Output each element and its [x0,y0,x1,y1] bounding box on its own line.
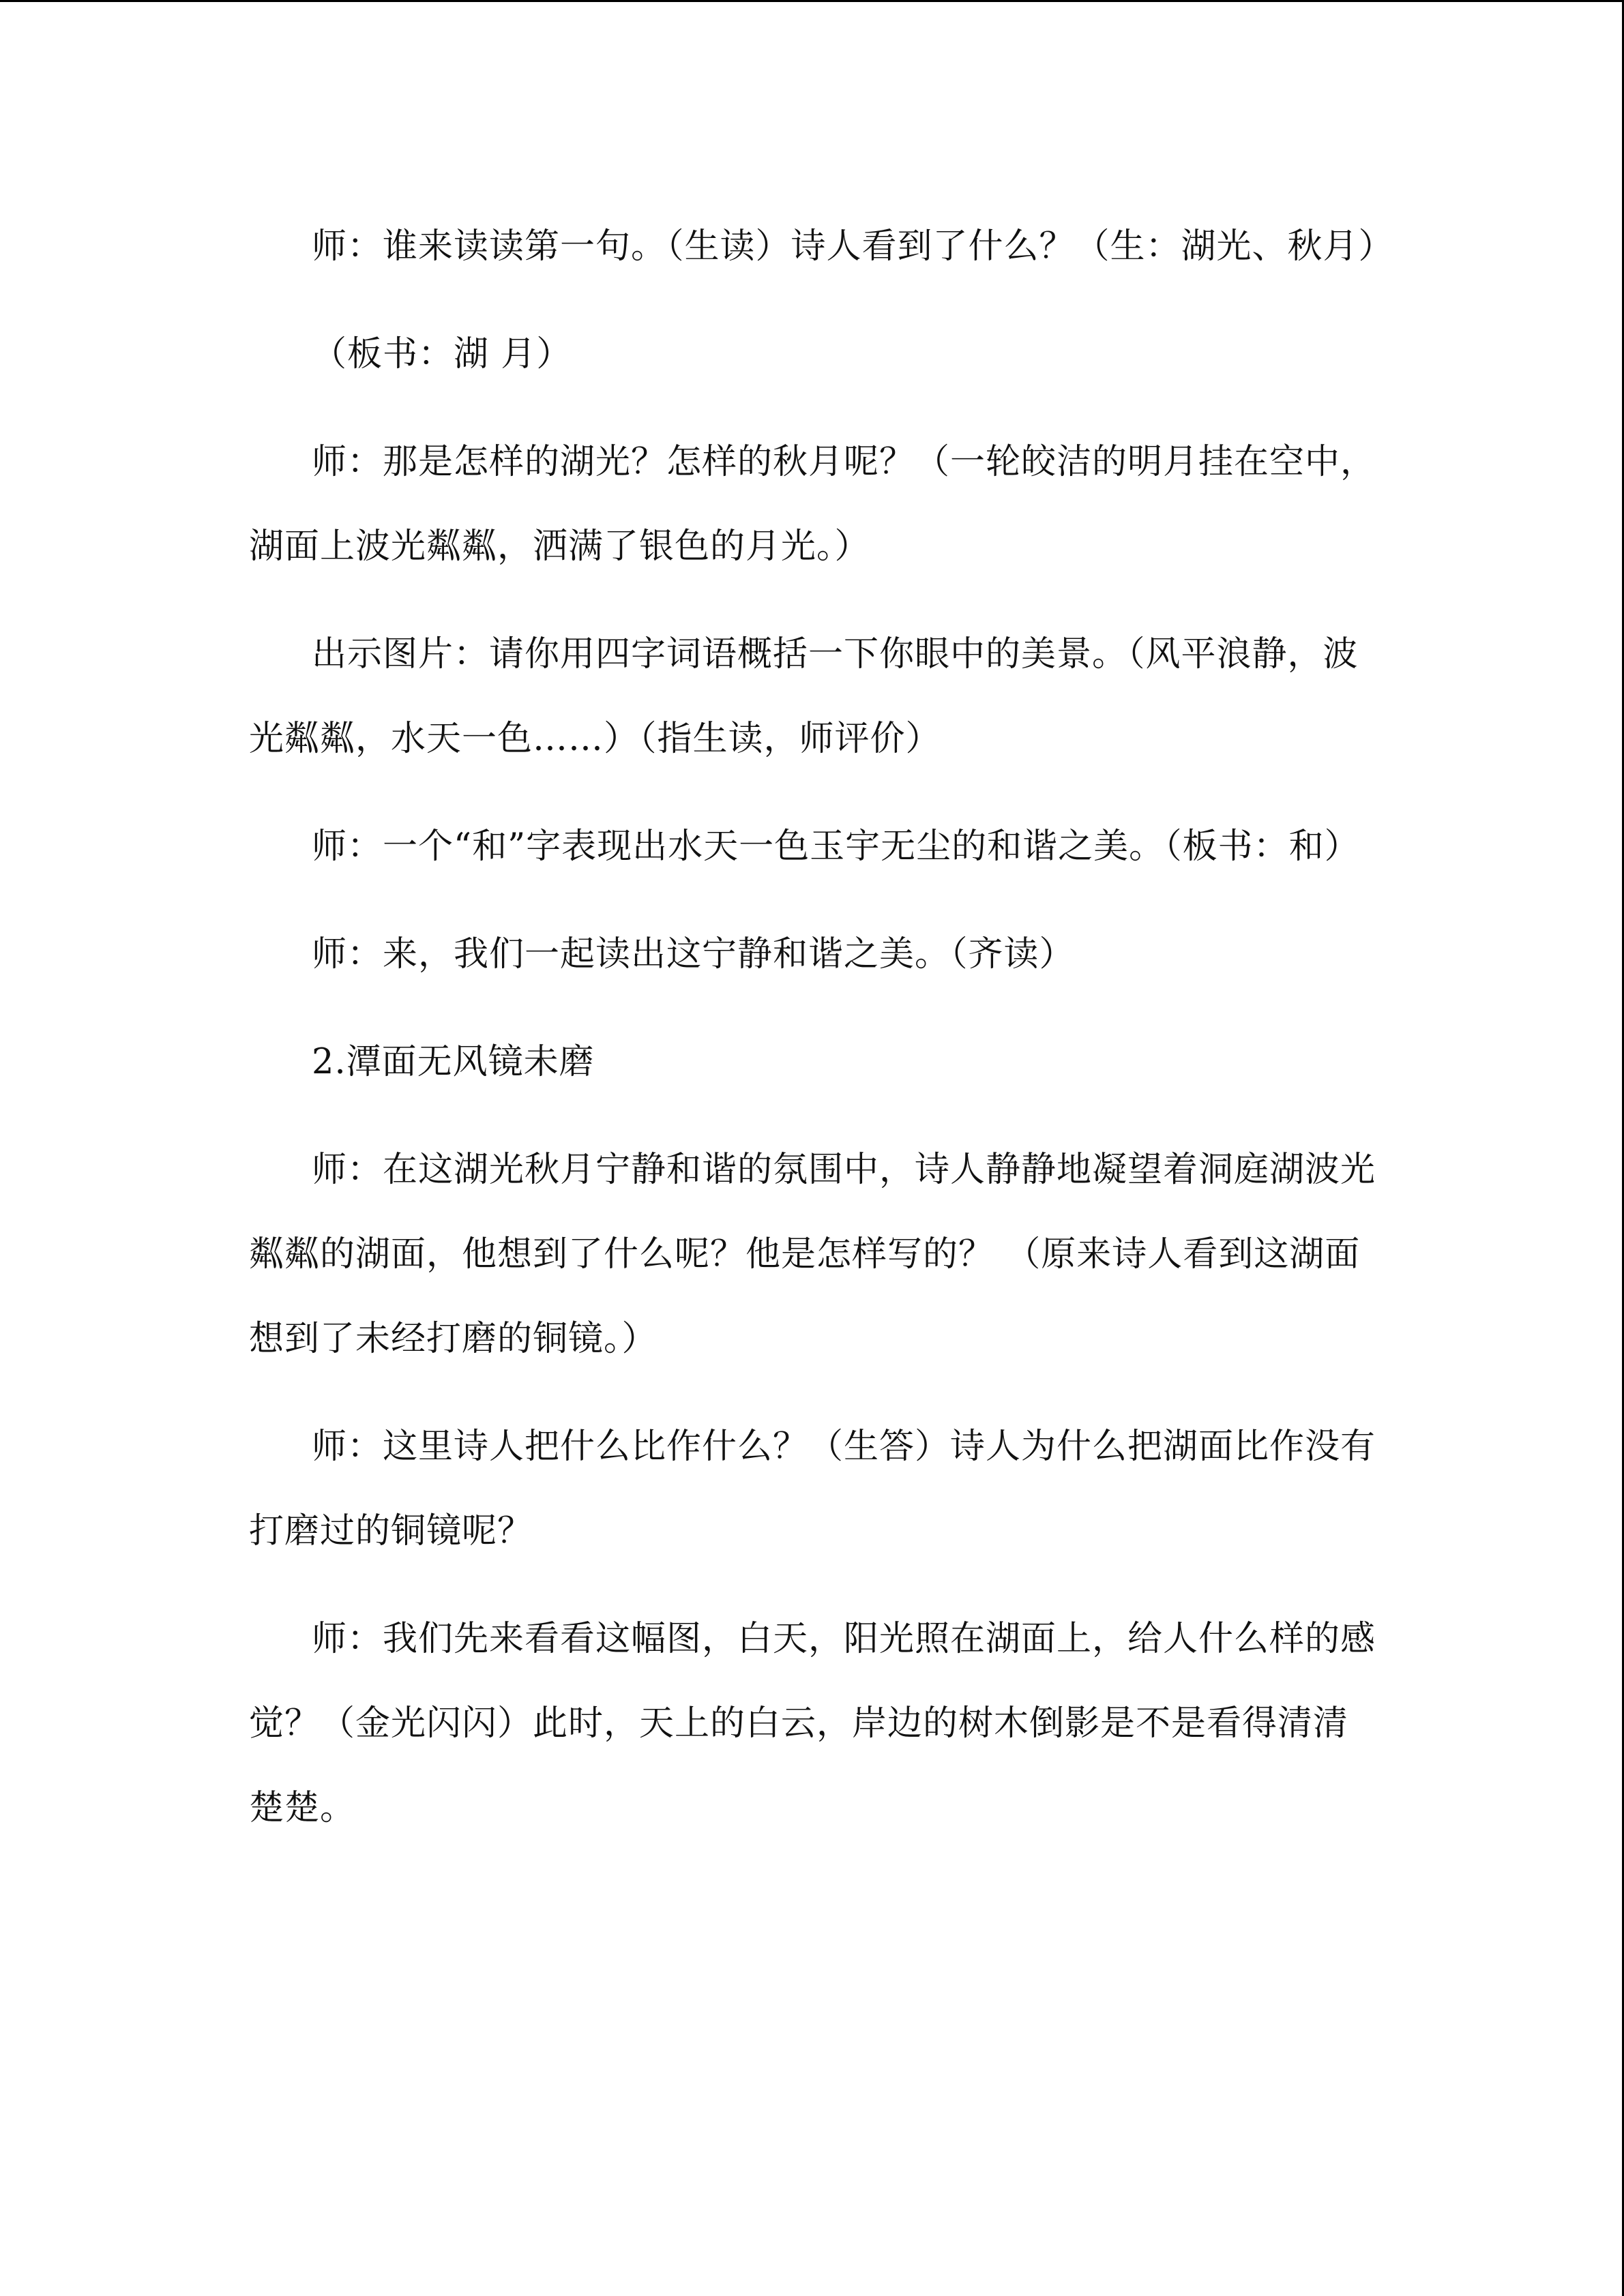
paragraph-1: 师：谁来读读第一句。（生读）诗人看到了什么？（生：湖光、秋月） [312,226,1394,267]
paragraph-8: 师：在这湖光秋月宁静和谐的氛围中，诗人静静地凝望着洞庭湖波光粼粼的湖面，他想到了什么呢？他是怎样写的？ （原来诗人看到这湖面想到了未经打磨的铜镜。） [249,1150,1376,1359]
paragraph-3: 师：那是怎样的湖光？怎样的秋月呢？（一轮皎洁的明月挂在空中，湖面上波光粼粼，洒满了银色的月光。） [249,442,1376,567]
page-border-top [0,0,1624,2]
section-heading: 2.潭面无风镜未磨 [312,1042,595,1082]
document-body [249,205,1394,1874]
paragraph-4: 出示图片：请你用四字词语概括一下你眼中的美景。（风平浪静，波光粼粼，水天一色……）（指生读，师评价） [249,634,1359,759]
paragraph-2: （板书：湖 月） [312,334,572,374]
paragraph-10: 师：我们先来看看这幅图，白天，阳光照在湖面上，给人什么样的感觉？（金光闪闪）此时，天上的白云，岸边的树木倒影是不是看得清清楚楚。 [249,1619,1376,1828]
paragraph-5: 师：一个“和”字表现出水天一色玉宇无尘的和谐之美。（板书：和） [312,826,1360,867]
paragraph-9: 师：这里诗人把什么比作什么？（生答）诗人为什么把湖面比作没有打磨过的铜镜呢？ [249,1427,1376,1551]
paragraph-6: 师：来，我们一起读出这宁静和谐之美。（齐读） [312,934,1075,974]
